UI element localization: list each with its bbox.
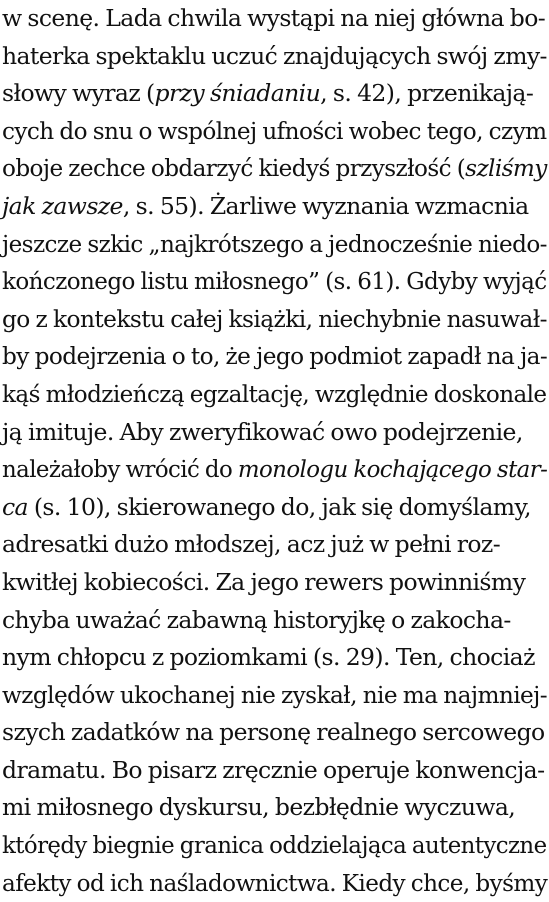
text-line: mi miłosnego dyskursu, bezbłędnie wyczuwa, bbox=[2, 793, 516, 822]
body-text bbox=[2, 0, 547, 902]
text-line: względów ukochanej nie zyskał, nie ma najmniej- bbox=[2, 680, 548, 709]
text-line: jak zawsze, s. 55). Żarliwe wyznania wzmacnia bbox=[2, 191, 529, 220]
text-line: oboje zechce obdarzyć kiedyś przyszłość (szliśmy bbox=[2, 154, 547, 183]
text-line: ją imituje. Aby zweryfikować owo podejrzenie, bbox=[2, 417, 523, 446]
text-line: cych do snu o wspólnej ufności wobec tego, czym bbox=[2, 116, 547, 145]
text-line: należałoby wrócić do monologu kochającego star- bbox=[2, 455, 548, 484]
text-line: chyba uważać zabawną historyjkę o zakocha- bbox=[2, 605, 511, 634]
text-line: w scenę. Lada chwila wystąpi na niej główna bo- bbox=[2, 4, 546, 32]
text-line: nym chłopcu z poziomkami (s. 29). Ten, chociaż bbox=[2, 643, 535, 672]
text-line: kończonego listu miłosnego” (s. 61). Gdyby wyjąć bbox=[2, 267, 547, 296]
text-line: kwitłej kobiecości. Za jego rewers powinniśmy bbox=[2, 567, 526, 596]
text-line: jeszcze szkic „najkrótszego a jednocześnie niedo- bbox=[2, 229, 547, 258]
text-line: afekty od ich naśladownictwa. Kiedy chce, byśmy bbox=[2, 868, 548, 897]
text-line: ca (s. 10), skierowanego do, jak się domyślamy, bbox=[2, 492, 531, 521]
text-line: kąś młodzieńczą egzaltację, względnie doskonale bbox=[2, 379, 547, 408]
text-line: którędy biegnie granica oddzielająca autentyczne bbox=[2, 831, 547, 860]
text-line: haterka spektaklu uczuć znajdujących swój zmy- bbox=[2, 41, 547, 70]
text-line: adresatki dużo młodszej, acz już w pełni roz- bbox=[2, 530, 501, 559]
text-line: słowy wyraz (przy śniadaniu, s. 42), przenikają- bbox=[2, 79, 534, 108]
text-line: by podejrzenia o to, że jego podmiot zapadł na ja- bbox=[2, 342, 548, 371]
text-line: dramatu. Bo pisarz zręcznie operuje konwencja- bbox=[2, 755, 545, 784]
text-line: go z kontekstu całej książki, niechybnie nasuwał- bbox=[2, 304, 547, 333]
text-line: szych zadatków na personę realnego sercowego bbox=[2, 718, 545, 747]
